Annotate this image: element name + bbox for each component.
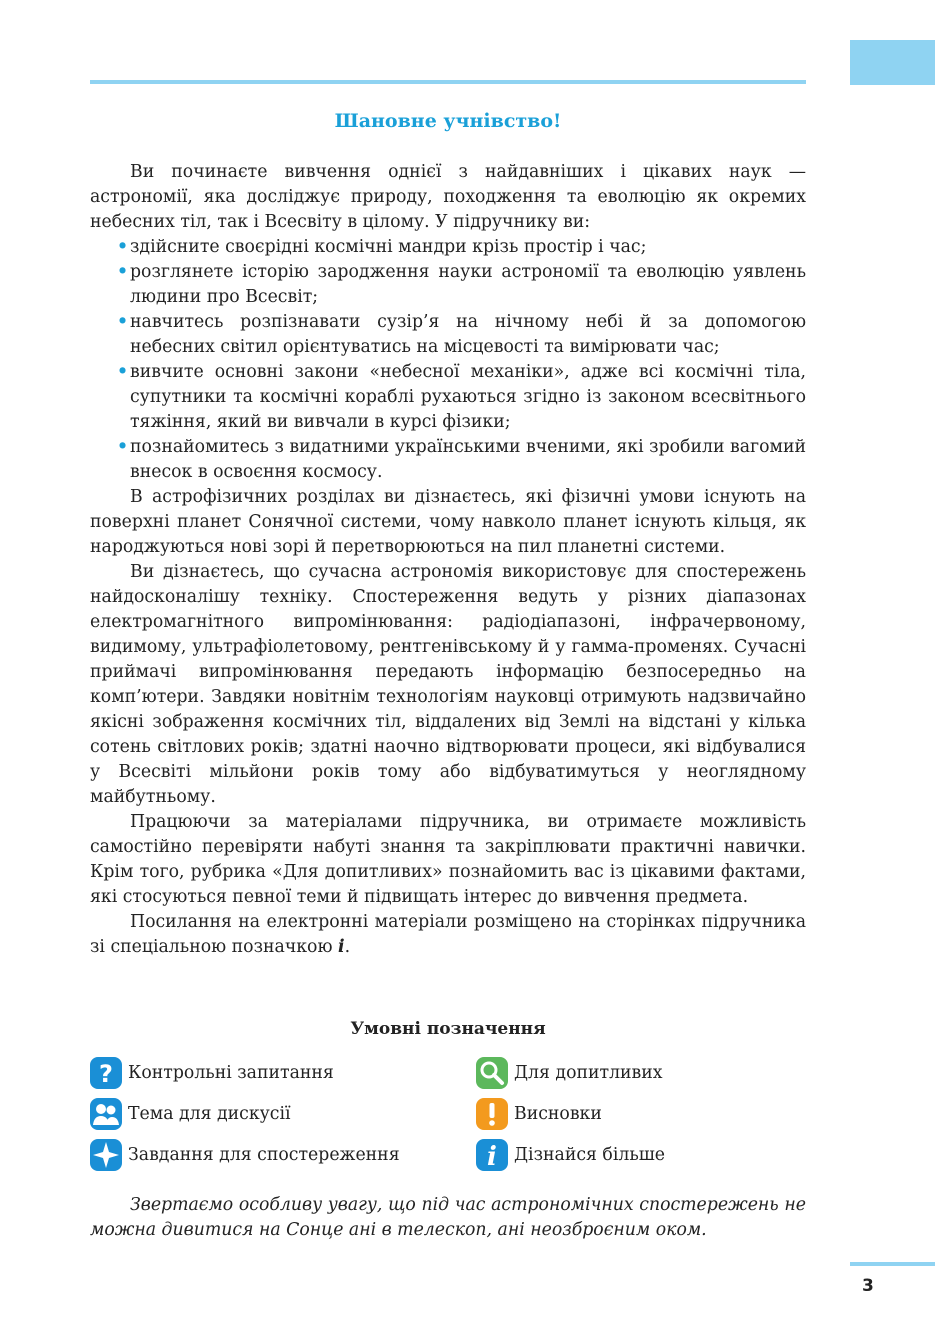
star-icon (90, 1139, 122, 1171)
bullet-icon: • (117, 237, 129, 257)
info-mark: i (338, 937, 345, 957)
page-number: 3 (862, 1276, 874, 1296)
legend (90, 1056, 806, 1176)
exclamation-icon (476, 1098, 508, 1130)
magnifier-icon (476, 1057, 508, 1089)
corner-tab-decoration (850, 40, 935, 85)
safety-note: Звертаємо особливу увагу, що під час астрономічних спостережень не можна дивитися на Сонце ані в телескоп, ані неозброєним оком. (90, 1195, 806, 1240)
top-rule (90, 80, 806, 84)
legend-item-learn-more: i Дізнайся більше (476, 1138, 665, 1172)
practice-paragraph: Працюючи за матеріалами підручника, ви отримаєте можливість самостійно перевіряти набуті знання та закріплювати практичні навички. Крім того, рубрика «Для допитливих» познайомить вас із цікавими фактами, які стосуються певної теми й підвищать інтерес до вивчення предмета. (90, 812, 806, 907)
astrophysics-paragraph: В астрофізичних розділах ви дізнаєтесь, які фізичні умови існують на поверхні планет Сонячної системи, чому навколо планет існують кільця, як народжуються нові зорі й перетворюються на пил планетні системи. (90, 487, 806, 557)
discussion-icon (90, 1098, 122, 1130)
bullet-icon: • (117, 312, 129, 332)
legend-title: Умовні позначення (350, 1019, 546, 1039)
bullet-icon: • (117, 362, 129, 382)
legend-item-curious: Для допитливих (476, 1056, 663, 1090)
svg-text:i: i (487, 1142, 497, 1171)
technology-paragraph: Ви дізнаєтесь, що сучасна астрономія використовує для спостережень найдосконалішу техніку. Спостереження ведуть у різних діапазонах електромагнітного випромінювання: радіодіапазоні, інфрачервоному, видимому, ультрафіолетовому, рентгенівському й у гамма-променях. Сучасні приймачі випромінювання передають інформацію безпосередньо на комп’ютери. Завдяки новітнім технологіям науковці отримують надзвичайно якісні зображення космічних тіл, віддалених від Землі на відстані у кілька сотень світлових років; здатні наочно відтворювати процеси, які відбувалися у Всесвіті мільйони років тому або відбуватимуться у неоглядному майбутньому. (90, 562, 806, 807)
list-item: • вивчите основні закони «небесної механіки», адже всі космічні тіла, супутники та космічні кораблі рухаються згідно із законом всесвітнього тяжіння, який ви вивчали в курсі фізики; (117, 362, 806, 432)
legend-item-discussion: Тема для дискусії (90, 1097, 291, 1131)
list-item: • здійсните своєрідні космічні мандри крізь простір і час; (90, 235, 806, 260)
info-icon (476, 1139, 508, 1171)
bottom-rule (850, 1262, 935, 1266)
question-icon (90, 1057, 122, 1089)
bullet-icon: • (117, 262, 129, 282)
svg-text:?: ? (99, 1060, 113, 1088)
intro-paragraph: Ви починаєте вивчення однієї з найдавніших і цікавих наук — астрономії, яка досліджує природу, походження та еволюцію як окремих небесних тіл, так і Всесвіту в цілому. У підручнику ви: (90, 162, 806, 232)
legend-item-conclusions: Висновки (476, 1097, 602, 1131)
bullet-icon: • (117, 437, 129, 457)
body-text (90, 160, 806, 960)
list-item: • навчитесь розпізнавати сузір’я на нічному небі й за допомогою небесних світил орієнтуватись на місцевості та вимірювати час; (117, 312, 806, 357)
links-paragraph: Посилання на електронні матеріали розміщено на сторінках підручника зі спеціальною позначкою i. (90, 912, 806, 957)
bullet-list (90, 235, 806, 485)
page-title: Шановне учнівство! (334, 110, 562, 132)
list-item: • познайомитесь з видатними українськими вченими, які зробили вагомий внесок в освоєння космосу. (117, 437, 806, 482)
list-item: • розглянете історію зародження науки астрономії та еволюцію уявлень людини про Всесвіт; (117, 262, 806, 307)
legend-item-questions: ? Контрольні запитання (90, 1056, 334, 1090)
legend-item-observation: Завдання для спостереження (90, 1138, 400, 1172)
